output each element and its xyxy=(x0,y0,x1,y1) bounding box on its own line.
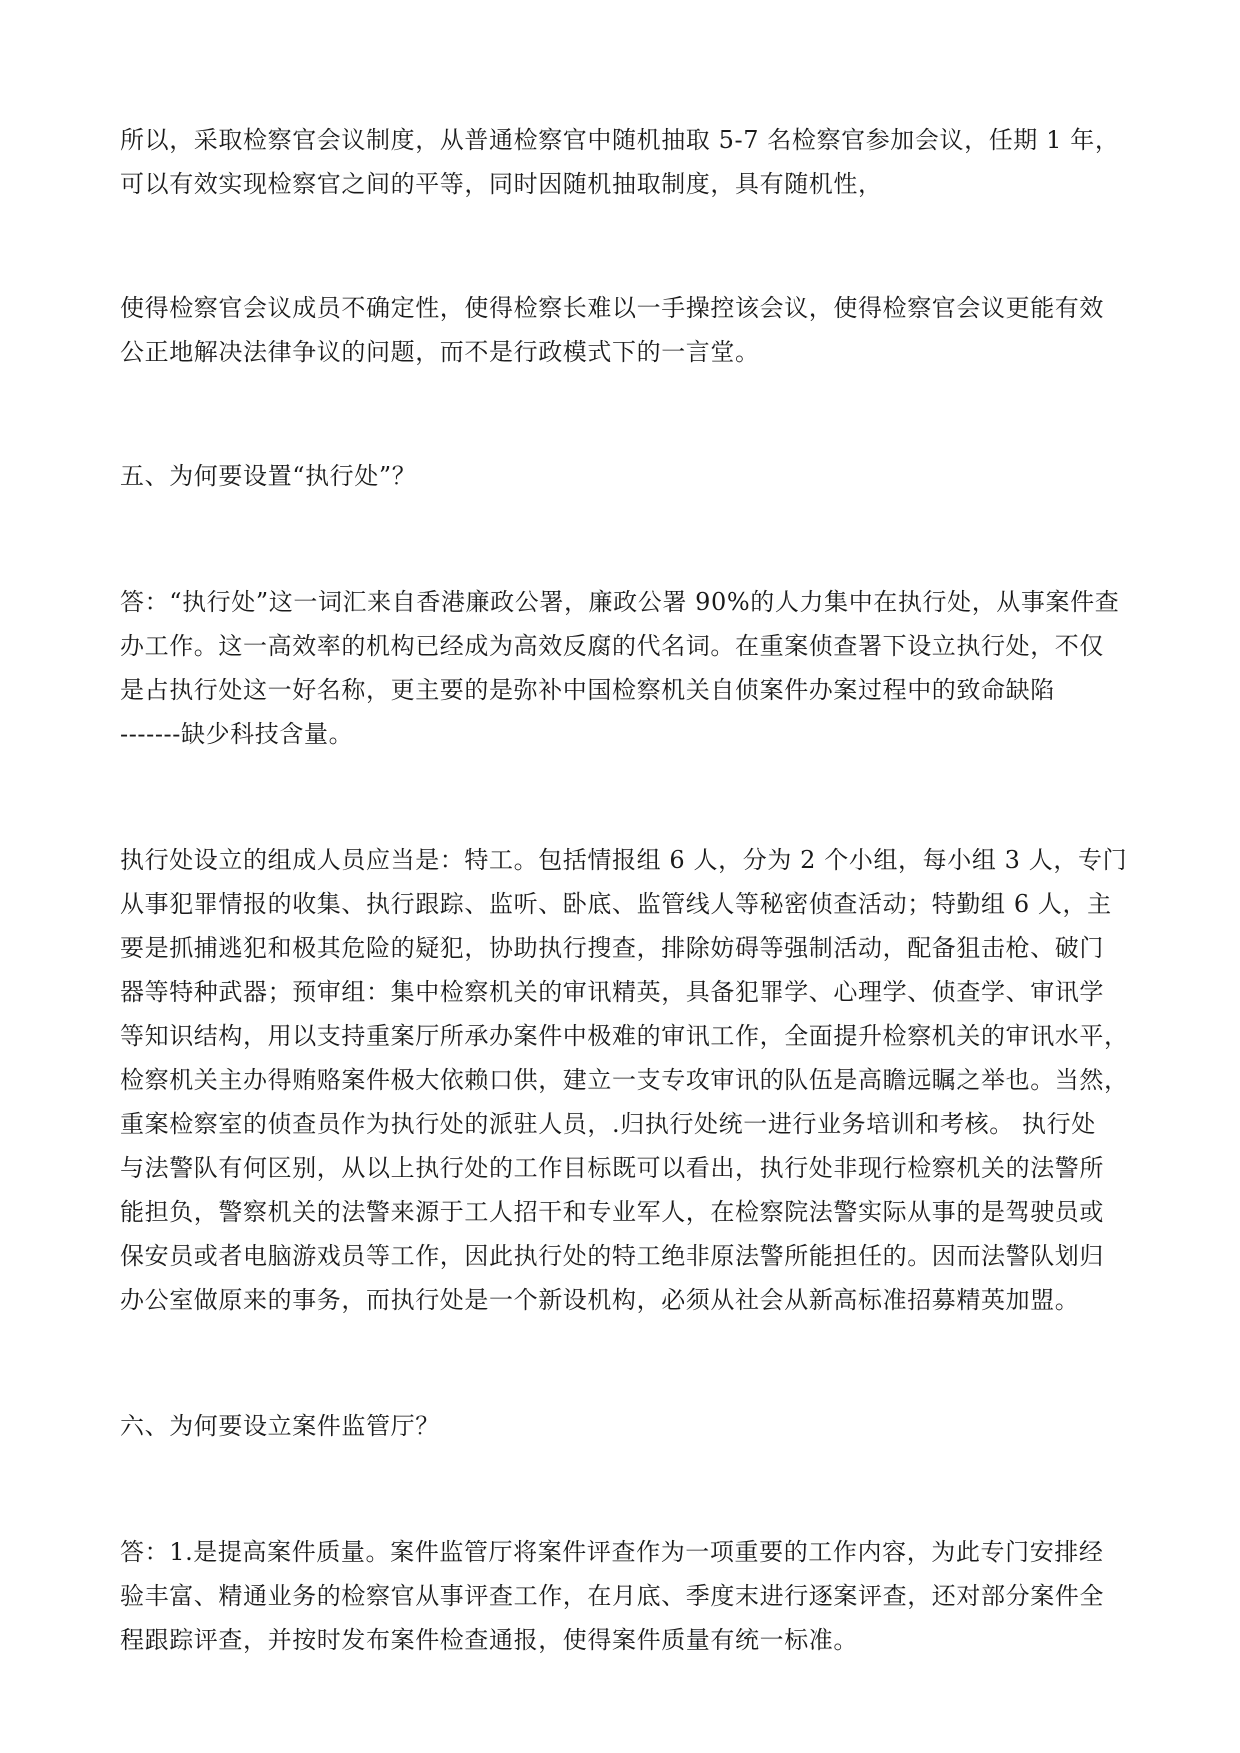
text-line: 答：“执行处”这一词汇来自香港廉政公署，廉政公署 90%的人力集中在执行处，从事案件查 xyxy=(120,588,1120,616)
paragraph-execution-office-staff xyxy=(120,838,1129,1322)
text-line: 验丰富、精通业务的检察官从事评查工作，在月底、季度末进行逐案评查，还对部分案件全 xyxy=(120,1582,1104,1610)
heading-text: 六、为何要设立案件监管厅？ xyxy=(120,1412,440,1440)
text-line: 检察机关主办得贿赂案件极大依赖口供，建立一支专攻审讯的队伍是高瞻远瞩之举也。当然， xyxy=(120,1066,1129,1094)
section-heading-five xyxy=(120,454,1120,498)
text-line: 公正地解决法律争议的问题，而不是行政模式下的一言堂。 xyxy=(120,338,760,366)
section-heading-six xyxy=(120,1404,1120,1448)
text-line: -------缺少科技含量。 xyxy=(120,720,354,748)
text-line: 使得检察官会议成员不确定性，使得检察长难以一手操控该会议，使得检察官会议更能有效 xyxy=(120,294,1104,322)
text-line: 保安员或者电脑游戏员等工作，因此执行处的特工绝非原法警所能担任的。因而法警队划归 xyxy=(120,1242,1104,1270)
paragraph-answer-execution-office xyxy=(120,580,1120,756)
text-line: 程跟踪评查，并按时发布案件检查通报，使得案件质量有统一标准。 xyxy=(120,1626,858,1654)
text-line: 与法警队有何区别，从以上执行处的工作目标既可以看出，执行处非现行检察机关的法警所 xyxy=(120,1154,1104,1182)
text-line: 办公室做原来的事务，而执行处是一个新设机构，必须从社会从新高标准招募精英加盟。 xyxy=(120,1286,1080,1314)
text-line: 器等特种武器；预审组：集中检察机关的审讯精英，具备犯罪学、心理学、侦查学、审讯学 xyxy=(120,978,1104,1006)
text-line: 要是抓捕逃犯和极其危险的疑犯，协助执行搜查，排除妨碍等强制活动，配备狙击枪、破门 xyxy=(120,934,1104,962)
text-line: 是占执行处这一好名称，更主要的是弥补中国检察机关自侦案件办案过程中的致命缺陷 xyxy=(120,676,1055,704)
text-line: 办工作。这一高效率的机构已经成为高效反腐的代名词。在重案侦查署下设立执行处，不仅 xyxy=(120,632,1104,660)
text-line: 重案检察室的侦查员作为执行处的派驻人员，.归执行处统一进行业务培训和考核。 执行处 xyxy=(120,1110,1096,1138)
text-line: 执行处设立的组成人员应当是：特工。包括情报组 6 人，分为 2 个小组，每小组 3 人，专门 xyxy=(120,846,1128,874)
heading-text: 五、为何要设置“执行处”？ xyxy=(120,462,417,490)
text-line: 所以，采取检察官会议制度，从普通检察官中随机抽取 5-7 名检察官参加会议，任期 1 年， xyxy=(120,126,1120,154)
text-line: 等知识结构，用以支持重案厅所承办案件中极难的审讯工作，全面提升检察机关的审讯水平， xyxy=(120,1022,1129,1050)
text-line: 可以有效实现检察官之间的平等，同时因随机抽取制度，具有随机性， xyxy=(120,170,883,198)
text-line: 能担负，警察机关的法警来源于工人招干和专业军人，在检察院法警实际从事的是驾驶员或 xyxy=(120,1198,1104,1226)
text-line: 答：1.是提高案件质量。案件监管厅将案件评查作为一项重要的工作内容，为此专门安排经 xyxy=(120,1538,1104,1566)
text-line: 从事犯罪情报的收集、执行跟踪、监听、卧底、监管线人等秘密侦查活动；特勤组 6 人，主 xyxy=(120,890,1112,918)
paragraph-committee-selection xyxy=(120,118,1120,206)
paragraph-answer-case-supervision xyxy=(120,1530,1120,1662)
paragraph-committee-effect xyxy=(120,286,1120,374)
document-page xyxy=(120,118,1129,1662)
